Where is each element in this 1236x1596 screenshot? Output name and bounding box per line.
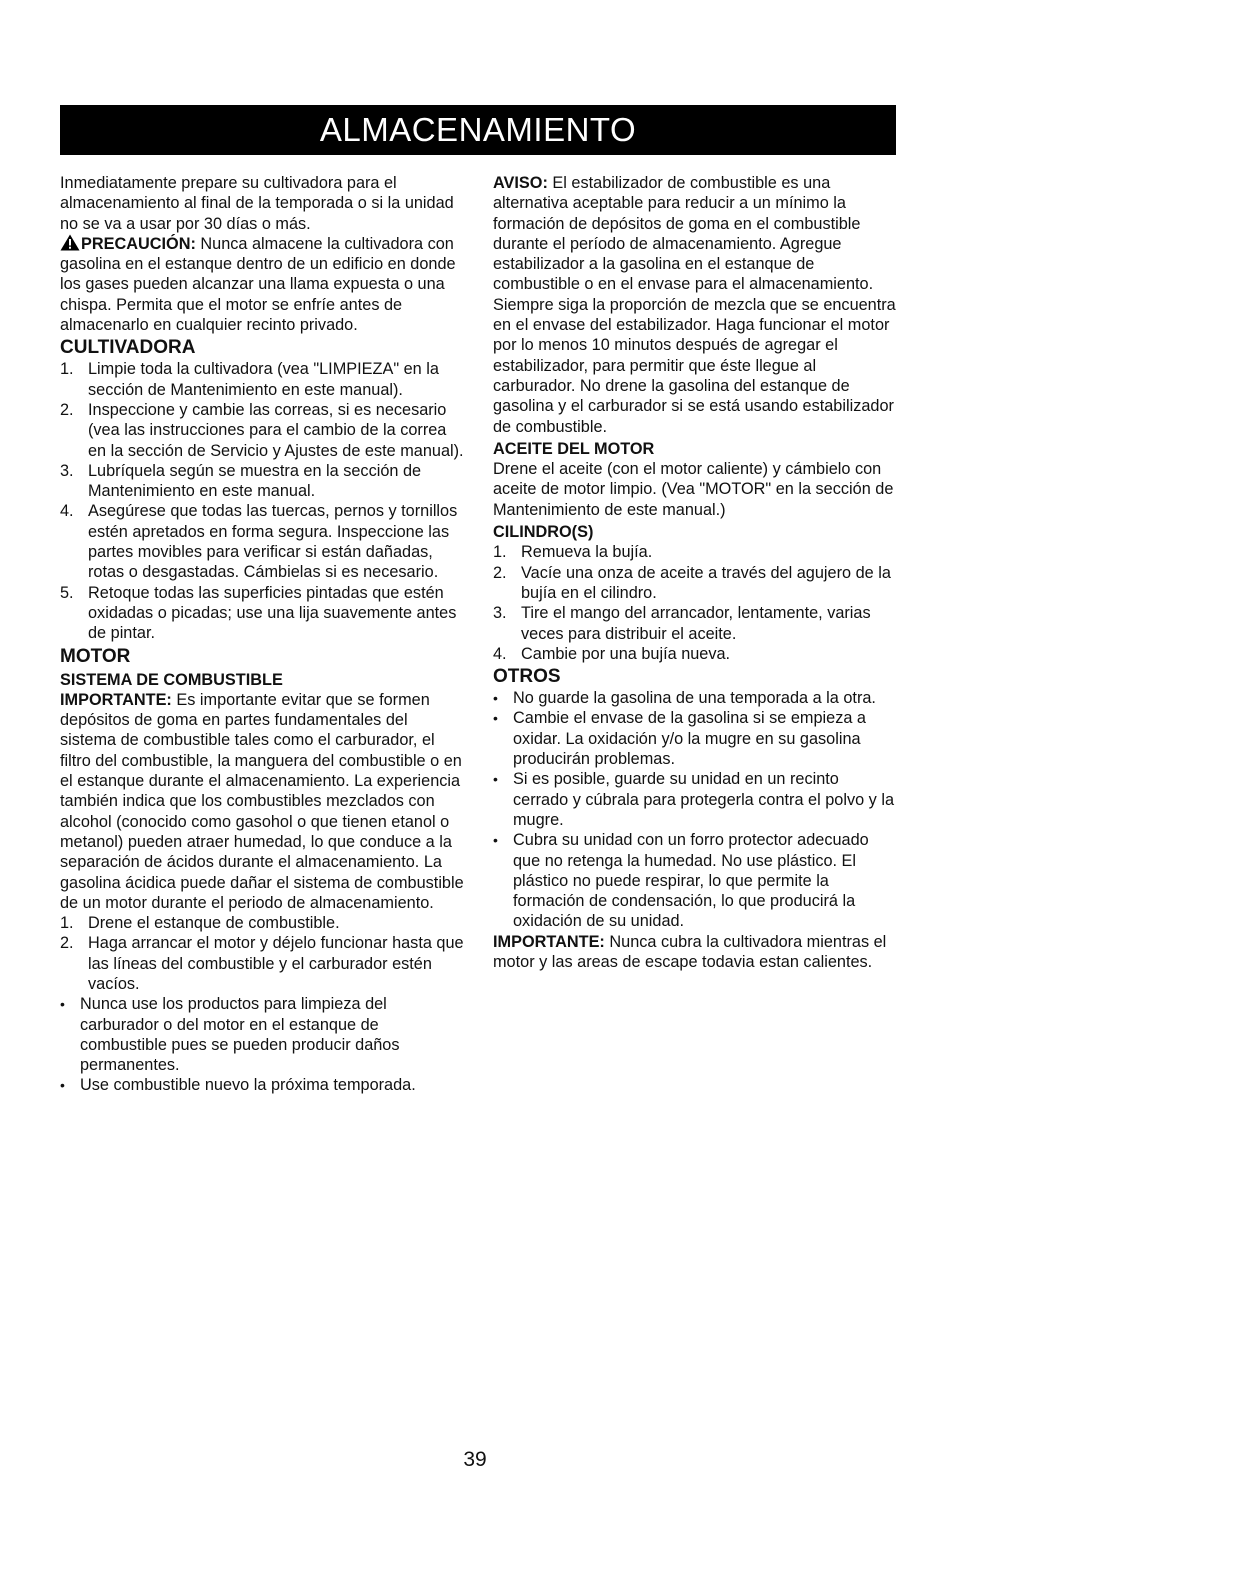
item-text: Haga arrancar el motor y déjelo funcionar hasta que las líneas del combustible y el carburador estén vacíos. — [88, 934, 464, 993]
item-text: Retoque todas las superficies pintadas que estén oxidadas o picadas; use una lija suavemente antes de pintar. — [88, 583, 457, 643]
item-number: 3. — [493, 604, 507, 623]
item-text: No guarde la gasolina de una temporada a la otra. — [513, 689, 876, 708]
item-text: Asegúrese que todas las tuercas, pernos y tornillos estén apretados en forma segura. Inspeccione las partes movibles para verificar si están dañadas, rotas o desgastadas. Cámbielas si es necesario. — [88, 502, 458, 582]
right-column — [493, 173, 898, 972]
motor-heading: MOTOR — [60, 645, 131, 667]
page-number: 39 — [463, 1448, 487, 1471]
important-label: IMPORTANTE: — [493, 932, 605, 951]
aviso-paragraph — [493, 173, 898, 437]
aceite-heading: ACEITE DEL MOTOR — [493, 439, 655, 458]
fuel-steps-list — [60, 913, 465, 994]
cilindros-list — [493, 542, 898, 664]
item-number: 3. — [60, 461, 74, 480]
fuel-bullets-list — [60, 994, 465, 1095]
list-item — [60, 400, 465, 461]
warning-triangle-icon — [60, 234, 80, 251]
list-item — [493, 708, 898, 769]
list-item — [493, 603, 898, 644]
list-item — [60, 933, 465, 994]
page-title: ALMACENAMIENTO — [319, 111, 637, 148]
item-number: 4. — [493, 644, 507, 663]
otros-heading: OTROS — [493, 666, 561, 688]
item-number: 1. — [60, 914, 74, 933]
item-text: Inspeccione y cambie las correas, si es necesario (vea las instrucciones para el cambio de la correa en la sección de Servicio y Ajustes de este manual). — [88, 400, 464, 460]
item-number: 2. — [493, 563, 507, 582]
item-text: Vacíe una onza de aceite a través del agujero de la bujía en el cilindro. — [521, 563, 891, 602]
list-item — [493, 769, 898, 830]
item-text: Limpie toda la cultivadora (vea "LIMPIEZA" en la sección de Mantenimiento en este manual). — [88, 360, 439, 399]
cultivadora-heading: CULTIVADORA — [60, 337, 196, 359]
item-number: 2. — [60, 934, 74, 953]
list-item — [60, 359, 465, 400]
cilindros-heading: CILINDRO(S) — [493, 523, 594, 542]
list-item — [60, 994, 465, 1075]
important-label: IMPORTANTE: — [60, 690, 172, 709]
left-column — [60, 173, 465, 1096]
item-text: Tire el mango del arrancador, lentamente, varias veces para distribuir el aceite. — [521, 604, 871, 643]
caution-paragraph — [60, 234, 465, 335]
item-text: Cambie por una bujía nueva. — [521, 644, 731, 663]
item-number: 1. — [493, 543, 507, 562]
item-text: Si es posible, guarde su unidad en un recinto cerrado y cúbrala para protegerla contra el polvo y la mugre. — [513, 770, 895, 829]
fuel-system-heading: SISTEMA DE COMBUSTIBLE — [60, 670, 283, 689]
aceite-paragraph: Drene el aceite (con el motor caliente) y cámbielo con aceite de motor limpio. (Vea "MOTOR" en la sección de Mantenimiento de este manual.) — [493, 460, 894, 519]
item-text: Cubra su unidad con un forro protector adecuado que no retenga la humedad. No use plástico. El plástico no puede respirar, lo que permite la formación de condensación, lo que producirá la oxidación de su unidad. — [513, 831, 869, 931]
otros-list — [493, 688, 898, 932]
intro-paragraph: Inmediatamente prepare su cultivadora para el almacenamiento al final de la temporada o si la unidad no se va a usar por 30 días o más. — [60, 174, 454, 233]
list-item — [493, 563, 898, 604]
item-text: Lubríquela según se muestra en la sección de Mantenimiento en este manual. — [88, 461, 422, 501]
item-number: 2. — [60, 400, 74, 419]
bullet-icon: • — [493, 832, 498, 849]
item-text: Use combustible nuevo la próxima temporada. — [80, 1076, 416, 1095]
motor-important-paragraph — [60, 690, 465, 913]
caution-text: Nunca almacene la cultivadora con gasolina en el estanque dentro de un edificio en donde los gases pueden alcanzar una llama expuesta o una chispa. Permita que el motor se enfríe antes de almacenarlo en cualquier recinto privado. — [60, 234, 456, 335]
item-text: Remueva la bujía. — [521, 543, 653, 562]
final-important-paragraph — [493, 932, 898, 973]
list-item — [493, 644, 898, 664]
important-text: Es importante evitar que se formen depósitos de goma en partes fundamentales del sistema de combustible tales como el carburador, el filtro del combustible, la manguera del combustible o en el estanque durante el almacenamiento. La experiencia también indica que los combustibles mezclados con alcohol (conocido como gasohol o que tienen etanol o metanol) pueden atraer humedad, lo que conduce a la separación de ácidos durante el almacenamiento. La gasolina ácidica puede dañar el sistema de combustible de un motor durante el periodo de almacenamiento. — [60, 690, 464, 912]
list-item — [60, 461, 465, 502]
item-text: Cambie el envase de la gasolina si se empieza a oxidar. La oxidación y/o la mugre en su gasolina producirán problemas. — [513, 709, 866, 769]
bullet-icon: • — [493, 710, 498, 727]
item-number: 5. — [60, 583, 74, 602]
bullet-icon: • — [60, 1077, 65, 1094]
list-item — [60, 583, 465, 644]
caution-label: PRECAUCIÓN: — [81, 234, 196, 253]
item-number: 4. — [60, 502, 74, 521]
list-item — [493, 830, 898, 931]
item-number: 1. — [60, 360, 74, 379]
bullet-icon: • — [493, 771, 498, 788]
aviso-label: AVISO: — [493, 174, 548, 192]
bullet-icon: • — [493, 690, 498, 707]
important-text: Nunca cubra la cultivadora mientras el motor y las areas de escape todavia estan calientes. — [493, 932, 887, 971]
aviso-text: El estabilizador de combustible es una alternativa aceptable para reducir a un mínimo la formación de depósitos de goma en el combustible durante el período de almacenamiento. Agregue estabilizador a la gasolina en el estanque de combustible o en el envase para el almacenamiento. Siempre siga la proporción de mezcla que se encuentra en el envase del estabilizador. Haga funcionar el motor por lo menos 10 minutos después de agregar el estabilizador, para permitir que éste llegue al carburador. No drene la gasolina del estanque de gasolina y el carburador si se está usando estabilizador de combustible. — [493, 174, 896, 436]
page-title-banner — [60, 105, 896, 155]
list-item — [60, 913, 465, 933]
item-text: Drene el estanque de combustible. — [88, 914, 340, 933]
bullet-icon: • — [60, 996, 65, 1013]
list-item — [493, 688, 898, 708]
list-item — [60, 501, 465, 582]
cultivadora-list — [60, 359, 465, 643]
list-item — [60, 1075, 465, 1095]
list-item — [493, 542, 898, 562]
item-text: Nunca use los productos para limpieza del carburador o del motor en el estanque de combustible pues se pueden producir daños permanentes. — [80, 995, 400, 1075]
